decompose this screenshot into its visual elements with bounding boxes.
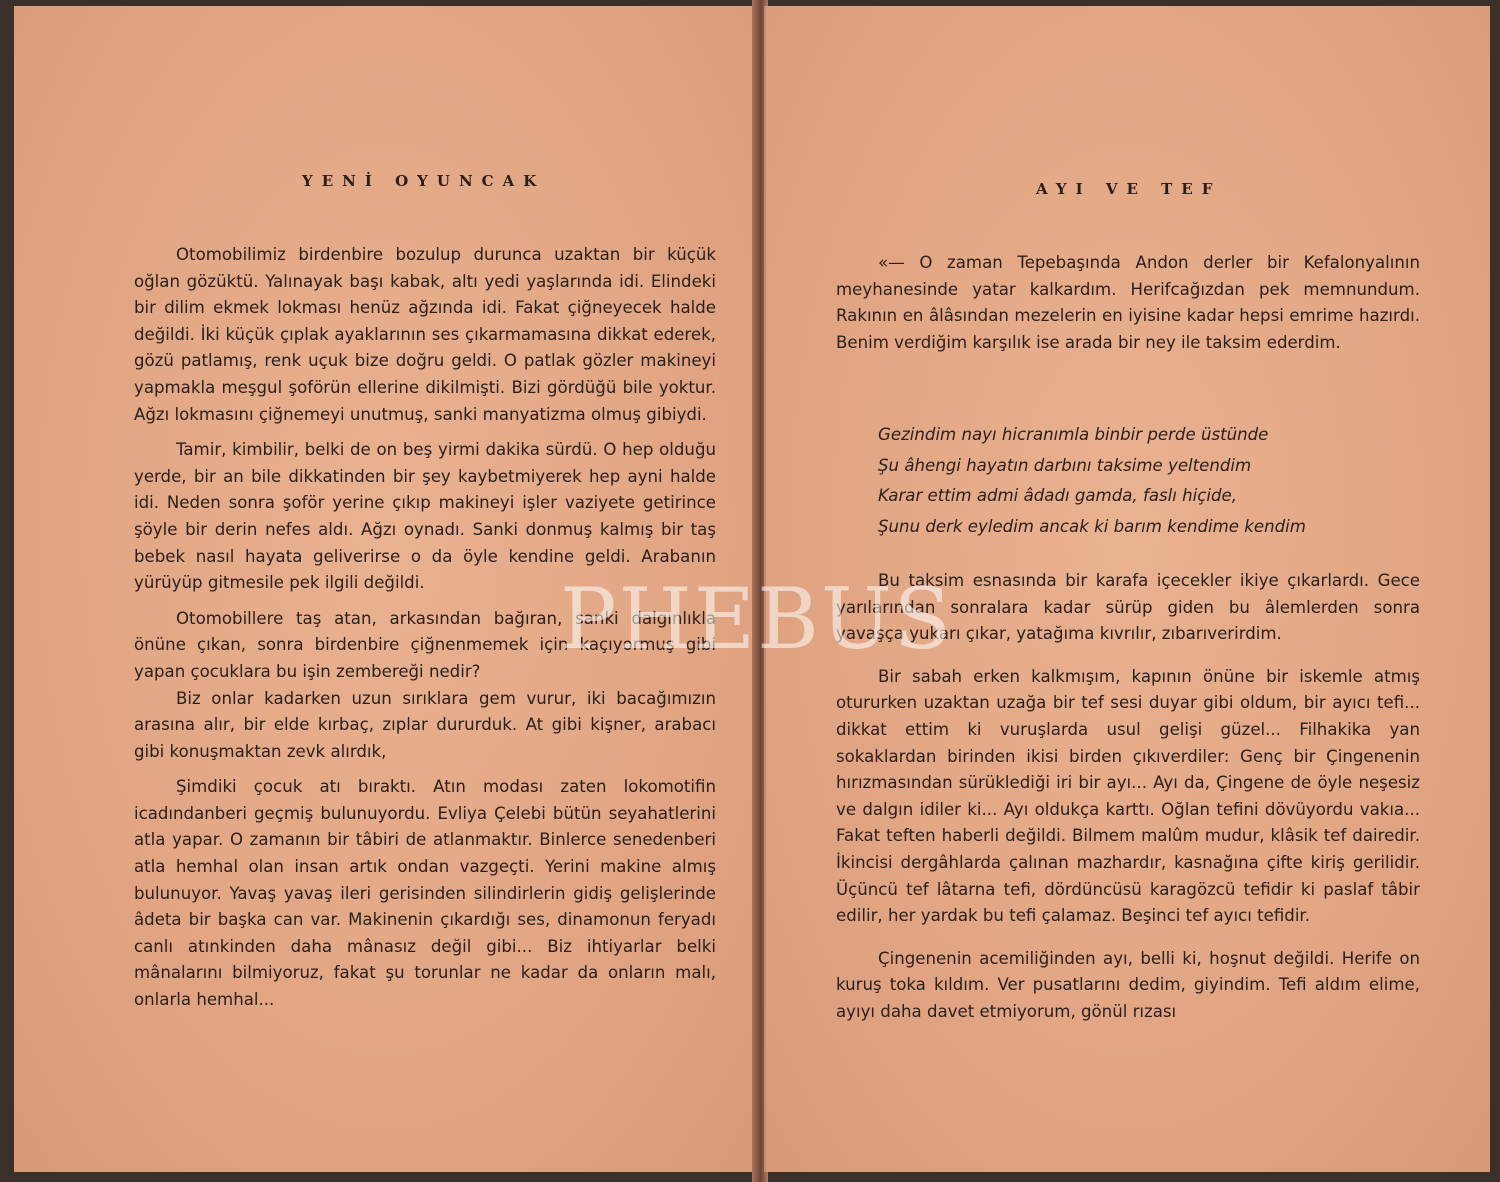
right-page-title: AYI VE TEF bbox=[1036, 180, 1222, 198]
paragraph: Otomobilimiz birdenbire bozulup durunca uzaktan bir küçük oğlan gözüktü. Yalınayak başı kabak, altı yedi yaşlarında idi. Elindeki bir dilim ekmek lokması henüz ağzında idi. Fakat çiğneyecek halde değildi. İki küçük çıplak ayaklarının ses çıkarmamasına dikkat ederek, gözü patlamış, renk uçuk bize doğru geldi. O patlak gözler makineyi yapmakla meşgul şoförün ellerine dikilmişti. Bizi gördüğü bile yoktur. Ağzı lokmasını çiğnemeyi unutmuş, sanki manyatizma olmuş gibiydi. bbox=[134, 245, 716, 424]
paragraph: «— O zaman Tepebaşında Andon derler bir Kefalonyalının meyhanesinde yatar kalkardım. Herifcağızdan pek memnundum. Rakının en âlâsından mezelerin en iyisine kadar hepsi emrime hazırdı. Benim verdiğim karşılık ise arada bir ney ile taksim ederdim. bbox=[836, 253, 1420, 352]
poem-verse bbox=[878, 420, 1306, 542]
verse-line: Gezindim nayı hicranımla binbir perde üstünde bbox=[878, 425, 1269, 444]
watermark: PHEBUS bbox=[560, 570, 954, 668]
paragraph: Biz onlar kadarken uzun sırıklara gem vurur, iki bacağımızın arasına alır, bir elde kırbaç, zıplar dururduk. At gibi kişner, arabacı gibi konuşmaktan zevk alırdık, bbox=[134, 688, 716, 761]
paragraph: Otomobillere taş atan, arkasından bağıran, sanki dalgınlıkla önüne çıkan, sonra birdenbire çiğnenmemek için kaçıyormuş gibi yapan çocuklara bu işin zembereği nedir? bbox=[134, 608, 716, 681]
verse-line: Karar ettim admi âdadı gamda, faslı hiçide, bbox=[878, 486, 1238, 506]
verse-line: Şu âhengi hayatın darbını taksime yeltendim bbox=[878, 455, 1252, 475]
paragraph: Çingenenin acemiliğinden ayı, belli ki, hoşnut değildi. Herife on kuruş toka kıldım. Ver pusatlarını dedim, giyindim. Tefi aldım elime, ayıyı daha davet etmiyorum, gönül rızası bbox=[836, 948, 1420, 1021]
paragraph: Şimdiki çocuk atı bıraktı. Atın modası zaten lokomotifin icadındanberi geçmiş bulunuyordu. Evliya Çelebi bütün seyahatlerini atla yapar. O zamanın bir tâbiri de atlanmaktır. Binlerce senedenberi atla hemhal olan insan artık ondan vazgeçti. Yerini makine almış bulunuyor. Yavaş yavaş ileri gerisinden silindirlerin gidiş gelişlerinde âdeta bir başka can var. Makinenin çıkardığı ses, dinamonun feryadı canlı atınkinden daha mânasız değil gibi... Biz ihtiyarlar belki mânalarını bilmiyoruz, fakat şu torunlar ne kadar da onların malı, onlarla hemhal... bbox=[134, 777, 716, 1010]
paragraph: Bu taksim esnasında bir karafa içecekler ikiye çıkarlardı. Gece yarılarından sonralara kadar sürüp giden bu âlemlerden sonra yavaşça yukarı çıkar, yatağıma kıvrılır, zıbarıverirdim. bbox=[836, 571, 1420, 644]
paragraph: Tamir, kimbilir, belki de on beş yirmi dakika sürdü. O hep olduğu yerde, bir an bile dikkatinden bir şey kaybetmiyerek hep ayni halde idi. Neden sonra şoför yerine çıkıp makineyi işler vaziyete getirince şöyle bir derin nefes aldı. Ağzı oynadı. Sanki donmuş kalmış bir taş bebek nasıl hayata geliverirse o da öyle kendine geldi. Arabanın yürüyüp gitmesile pek ilgili değildi. bbox=[134, 440, 716, 593]
verse-line: Şunu derk eyledim ancak ki barım kendime kendim bbox=[878, 516, 1306, 536]
left-page-title: YENİ OYUNCAK bbox=[302, 172, 546, 190]
right-page-intro bbox=[836, 250, 1420, 356]
paragraph: Bir sabah erken kalkmışım, kapının önüne bir iskemle atmış otururken uzaktan uzağa bir tef sesi duyar gibi oldum, bir ayıcı tefi... dikkat ettim ki vuruşlarda usul gelişi güzel... Filhakika yan sokaklardan birinden ikisi birden çıkıverdiler: Genç bir Çingenenin hırızmasından sürüklediği iri bir ayı... Ayı da, Çingene de öyle neşesiz ve dalgın idiler ki... Ayı oldukça karttı. Oğlan tefini dövüyordu vakıa... Fakat teften haberli değildi. Bilmem malûm mudur, klâsik tef dairedir. İkincisi dergâhlarda çalınan mazhardır, kasnağına çifte kiriş gerilidir. Üçüncü tef lâtarna tefi, dördüncüsü karagözcü tefidir ki paslaf tâbir edilir, her yardak bu tefi çalamaz. Beşinci tef ayıcı tefidir. bbox=[836, 666, 1420, 926]
